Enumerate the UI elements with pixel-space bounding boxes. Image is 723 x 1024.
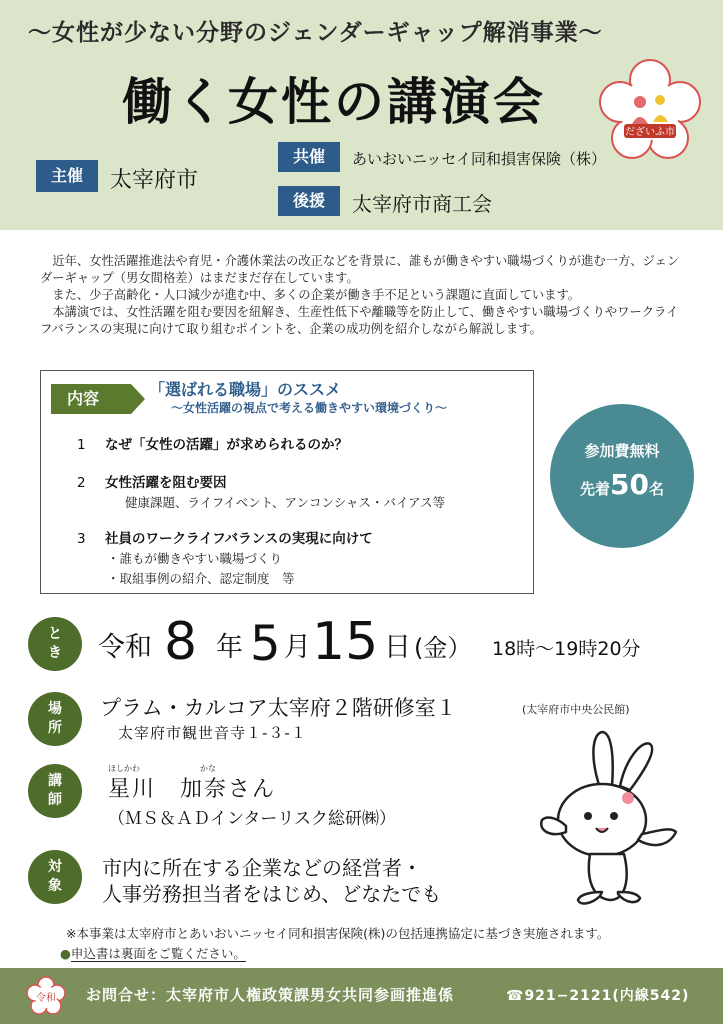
support-tag: 後援	[278, 186, 340, 216]
intro-text	[40, 253, 688, 338]
content-tag: 内容	[51, 384, 131, 414]
content-item	[77, 527, 373, 547]
intro-paragraph: 本講演では、女性活躍を阻む要因を紐解き、生産性低下や離職等を防止して、働きやすい職場づくりやワークライフバランスの実現に向けて取り組むポイントを、企業の成功例を紹介しながら解説します。	[40, 305, 679, 336]
event-subtitle: 〜女性が少ない分野のジェンダーギャップ解消事業〜	[28, 20, 603, 46]
dazaifu-plum-emblem-icon	[598, 58, 702, 162]
content-item	[77, 471, 227, 491]
speaker-organization: （ＭＳ＆ＡＤインターリスク総研㈱）	[108, 809, 396, 829]
date-month-unit: 月	[284, 632, 311, 663]
badge-char: 対	[48, 859, 62, 875]
event-time: 18時〜19時20分	[492, 638, 641, 660]
venue-address: 太宰府市観世音寺１-３-１	[118, 724, 307, 742]
badge-char: 師	[48, 792, 62, 808]
badge-char: き	[48, 645, 62, 661]
date-day: 15	[312, 612, 379, 672]
item-detail: ・取組事例の紹介、認定制度 等	[107, 571, 295, 586]
capacity-suffix: 名	[648, 480, 664, 498]
application-note	[60, 944, 246, 962]
where-badge	[28, 692, 82, 746]
intro-paragraph: また、少子高齢化・人口減少が進む中、多くの企業が働き手不足という課題に直面しています。	[52, 288, 581, 302]
capacity-prefix: 先着	[580, 480, 611, 498]
co-host-tag: 共催	[278, 142, 340, 172]
support-value: 太宰府市商工会	[352, 192, 492, 216]
host-value: 太宰府市	[110, 168, 199, 193]
venue-note: (太宰府市中央公民館)	[522, 703, 630, 716]
badge-char: と	[48, 626, 62, 642]
item-text: 女性活躍を阻む要因	[105, 475, 227, 491]
date-weekday: (金）	[414, 634, 472, 662]
co-host-value: あいおいニッセイ同和損害保険（株）	[352, 150, 606, 168]
target-audience-line: 人事労務担当者をはじめ、どなたでも	[102, 882, 442, 906]
agreement-note: ※本事業は太宰府市とあいおいニッセイ同和損害保険(株)の包括連携協定に基づき実施されます。	[66, 926, 610, 941]
footer-contact-bar	[0, 968, 723, 1024]
item-text: 社員のワークライフバランスの実現に向けて	[105, 531, 373, 547]
venue-name: プラム・カルコア太宰府２階研修室１	[100, 696, 457, 720]
when-badge	[28, 617, 82, 671]
page-title: 働く女性の講演会	[122, 73, 546, 131]
badge-char: 象	[48, 878, 62, 894]
content-box	[40, 370, 534, 594]
application-link[interactable]: 申込書は裏面をご覧ください。	[70, 946, 246, 961]
emblem-label: だざいふ市	[625, 127, 675, 138]
intro-paragraph: 近年、女性活躍推進法や育児・介護休業法の改正などを背景に、誰もが働きやすい職場づくりが進む一方、ジェンダーギャップ（男女間格差）はまだまだ存在しています。	[40, 254, 680, 285]
capacity-label	[550, 468, 694, 501]
item-detail: ・誰もが働きやすい職場づくり	[107, 551, 283, 566]
free-admission-label: 参加費無料	[584, 442, 660, 460]
plum-logo-icon	[26, 976, 66, 1016]
content-title: 「選ばれる職場」のススメ	[149, 380, 342, 399]
content-item	[77, 433, 348, 453]
speaker-ruby-given: かな	[200, 764, 216, 773]
target-badge	[28, 850, 82, 904]
target-audience-line: 市内に所在する企業などの経営者・	[102, 856, 422, 880]
badge-char: 場	[48, 701, 62, 717]
item-text: なぜ「女性の活躍」が求められるのか？	[105, 437, 348, 453]
speaker-ruby-family: ほしかわ	[108, 764, 140, 773]
logo-label: 令和	[36, 993, 56, 1004]
rabbit-mascot-icon	[530, 728, 700, 908]
date-month: 5	[250, 616, 281, 672]
date-era: 令和	[98, 632, 152, 663]
host-tag: 主催	[36, 160, 98, 192]
speaker-badge	[28, 764, 82, 818]
badge-char: 所	[48, 720, 62, 736]
header-band	[0, 0, 723, 230]
item-detail: 健康課題、ライフイベント、アンコンシャス・バイアス等	[125, 495, 446, 510]
date-year: 8	[164, 612, 198, 672]
date-day-unit: 日	[384, 632, 411, 663]
item-number: 2	[77, 475, 86, 491]
item-number: 1	[77, 437, 86, 453]
item-number: 3	[77, 531, 86, 547]
capacity-count: 50	[610, 468, 649, 501]
bullet-icon: ●	[60, 946, 71, 961]
free-admission-badge	[550, 404, 694, 548]
content-subtitle: 〜女性活躍の視点で考える働きやすい環境づくり〜	[171, 401, 448, 415]
speaker-name: 星川 加奈さん	[108, 777, 277, 802]
date-year-unit: 年	[216, 632, 243, 663]
contact-phone[interactable]: ☎921−2121(内線542)	[506, 988, 690, 1004]
contact-text: お問合せ：太宰府市人権政策課男女共同参画推進係	[86, 986, 455, 1004]
badge-char: 講	[48, 773, 62, 789]
